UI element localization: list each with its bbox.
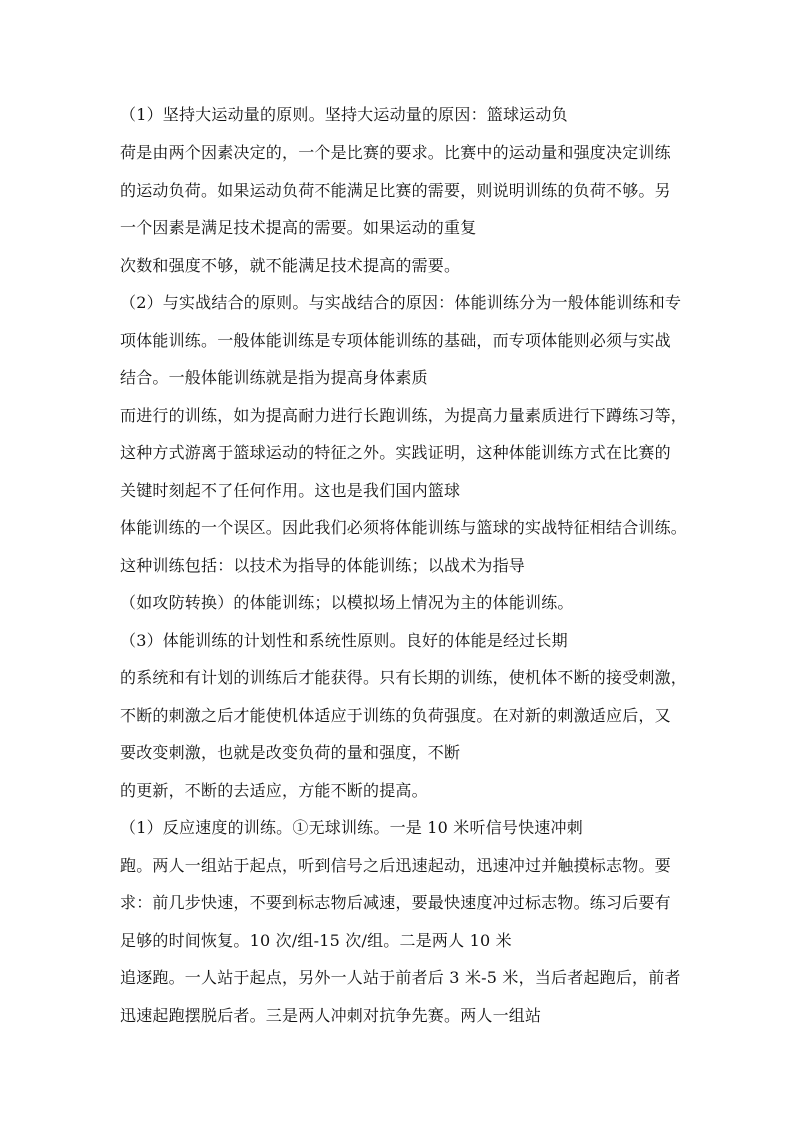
text-line: 的更新，不断的去适应，方能不断的提高。 xyxy=(120,781,428,800)
text-line: 关键时刻起不了任何作用。这也是我们国内篮球 xyxy=(120,481,461,500)
text-line: 这种训练包括：以技术为指导的体能训练；以战术为指导 xyxy=(120,556,526,575)
text-line: （1）坚持大运动量的原则。坚持大运动量的原因：篮球运动负 xyxy=(120,105,568,124)
text-line: 跑。两人一组站于起点，听到信号之后迅速起动，迅速冲过并触摸标志物。要 xyxy=(120,856,671,875)
text-line: （2）与实战结合的原则。与实战结合的原因：体能训练分为一般体能训练和专 xyxy=(120,293,682,312)
text-line: 的系统和有计划的训练后才能获得。只有长期的训练，使机体不断的接受刺激， xyxy=(120,668,688,687)
text-line: 次数和强度不够，就不能满足技术提高的需要。 xyxy=(120,256,461,275)
text-line: 的运动负荷。如果运动负荷不能满足比赛的需要，则说明训练的负荷不够。另 xyxy=(120,181,671,200)
text-line: 项体能训练。一般体能训练是专项体能训练的基础，而专项体能则必须与实战 xyxy=(120,331,671,350)
text-line: 荷是由两个因素决定的，一个是比赛的要求。比赛中的运动量和强度决定训练 xyxy=(120,143,671,162)
text-line: 不断的刺激之后才能使机体适应于训练的负荷强度。在对新的刺激适应后，又 xyxy=(120,706,671,725)
text-line: 求：前几步快速，不要到标志物后减速，要最快速度冲过标志物。练习后要有 xyxy=(120,893,671,912)
text-line: 结合。一般体能训练就是指为提高身体素质 xyxy=(120,368,428,387)
text-line: 足够的时间恢复。10 次/组-15 次/组。二是两人 10 米 xyxy=(120,931,512,950)
text-line: （如攻防转换）的体能训练；以模拟场上情况为主的体能训练。 xyxy=(120,593,574,612)
text-line: 而进行的训练，如为提高耐力进行长跑训练，为提高力量素质进行下蹲练习等， xyxy=(120,406,688,425)
text-line: （3）体能训练的计划性和系统性原则。良好的体能是经过长期 xyxy=(120,631,568,650)
text-line: 要改变刺激，也就是改变负荷的量和强度，不断 xyxy=(120,743,461,762)
text-line: 追逐跑。一人站于起点，另外一人站于前者后 3 米-5 米，当后者起跑后，前者 xyxy=(120,968,681,987)
text-line: 迅速起跑摆脱后者。三是两人冲刺对抗争先赛。两人一组站 xyxy=(120,1006,542,1025)
text-line: 体能训练的一个误区。因此我们必须将体能训练与篮球的实战特征相结合训练。 xyxy=(120,518,688,537)
text-line: （1）反应速度的训练。①无球训练。一是 10 米听信号快速冲刺 xyxy=(120,818,583,837)
text-line: 这种方式游离于篮球运动的特征之外。实践证明，这种体能训练方式在比赛的 xyxy=(120,443,671,462)
text-line: 一个因素是满足技术提高的需要。如果运动的重复 xyxy=(120,218,477,237)
